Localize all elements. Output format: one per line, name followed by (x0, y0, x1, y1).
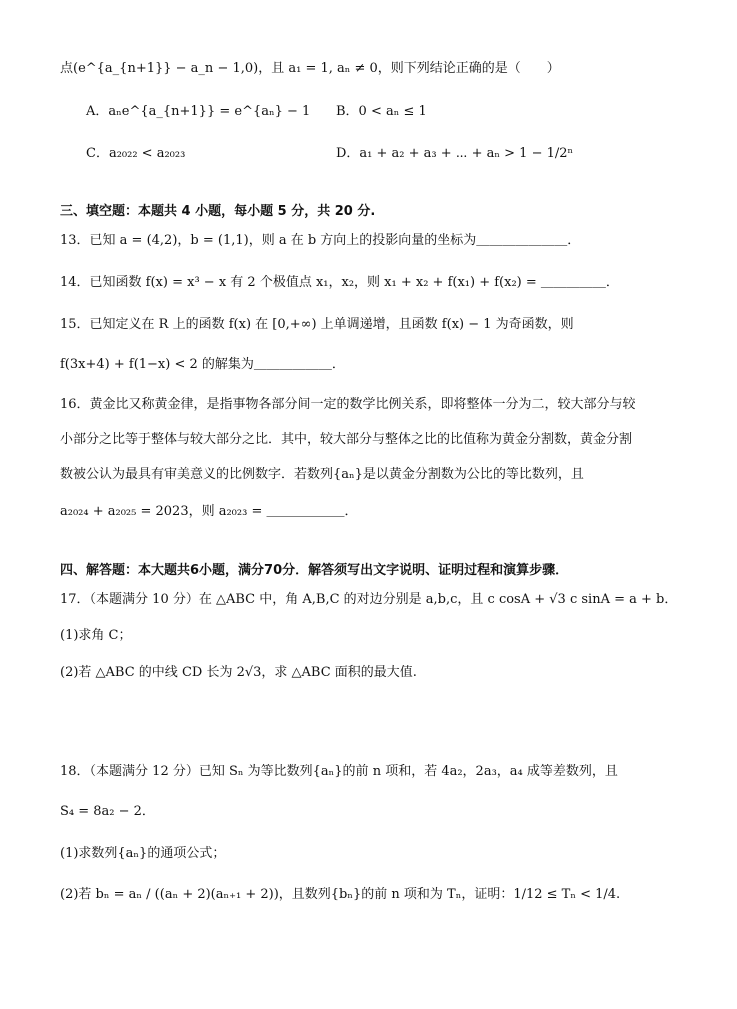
question-15-line-1: 15．已知定义在 R 上的函数 f(x) 在 [0,+∞) 上单调递增，且函数 f(x) − 1 为奇函数，则 (60, 317, 574, 332)
question-17-stem: 17．（本题满分 10 分）在 △ABC 中，角 A,B,C 的对边分别是 a,b,c，且 c cosA + √3 c sinA = a + b． (60, 592, 678, 607)
section-3-heading: 三、填空题：本题共 4 小题，每小题 5 分，共 20 分. (60, 204, 376, 219)
question-18-part-1: (1)求数列{aₙ}的通项公式； (60, 846, 226, 861)
question-18-stem-2: S₄ = 8a₂ − 2． (60, 804, 155, 819)
q12-option-a[interactable]: A．aₙe^{a_{n+1}} = e^{aₙ} − 1 (86, 104, 311, 119)
question-16-line-1: 16．黄金比又称黄金律，是指事物各部分间一定的数学比例关系，即将整体一分为二，较大部分与较 (60, 397, 636, 412)
q12-stem-tail (60, 60, 560, 78)
question-17-part-1: (1)求角 C； (60, 628, 132, 643)
question-18-stem: 18．（本题满分 12 分）已知 Sₙ 为等比数列{aₙ}的前 n 项和，若 4a₂，2a₃，a₄ 成等差数列，且 (60, 764, 618, 779)
question-17-part-2: (2)若 △ABC 的中线 CD 长为 2√3，求 △ABC 面积的最大值. (60, 665, 417, 680)
question-16-line-3: 数被公认为最具有审美意义的比例数字．若数列{aₙ}是以黄金分割数为公比的等比数列，且 (60, 467, 584, 482)
q12-option-b[interactable]: B．0 < aₙ ≤ 1 (336, 104, 427, 119)
question-16-line-2: 小部分之比等于整体与较大部分之比．其中，较大部分与整体之比的比值称为黄金分割数，黄金分割 (60, 432, 633, 447)
q12-option-d[interactable]: D．a₁ + a₂ + a₃ + ⋯ + aₙ > 1 − 1/2ⁿ (336, 146, 574, 161)
q12-option-c[interactable]: C．a₂₀₂₂ < a₂₀₂₃ (86, 146, 186, 161)
question-16-line-4: a₂₀₂₄ + a₂₀₂₅ = 2023，则 a₂₀₂₃ = ＿＿＿＿＿＿． (60, 504, 358, 519)
question-13: 13．已知 a = (4,2)，b = (1,1)，则 a 在 b 方向上的投影向量的坐标为＿＿＿＿＿＿＿． (60, 233, 581, 248)
question-18-part-2: (2)若 bₙ = aₙ / ((aₙ + 2)(aₙ₊₁ + 2))，且数列{bₙ}的前 n 项和为 Tₙ，证明：1/12 ≤ Tₙ < 1/4. (60, 887, 621, 902)
section-4-heading: 四、解答题：本大题共6小题，满分70分．解答须写出文字说明、证明过程和演算步骤． (60, 563, 569, 578)
question-15-line-2: f(3x+4) + f(1−x) < 2 的解集为＿＿＿＿＿＿． (60, 357, 345, 372)
q12-stem-text: 点(e^{a_{n+1}} − a_n − 1,0)，且 a₁ = 1, aₙ ≠ 0，则下列结论正确的是（ ） (60, 61, 560, 76)
question-14: 14．已知函数 f(x) = x³ − x 有 2 个极值点 x₁，x₂，则 x₁ + x₂ + f(x₁) + f(x₂) = ＿＿＿＿＿． (60, 275, 619, 290)
